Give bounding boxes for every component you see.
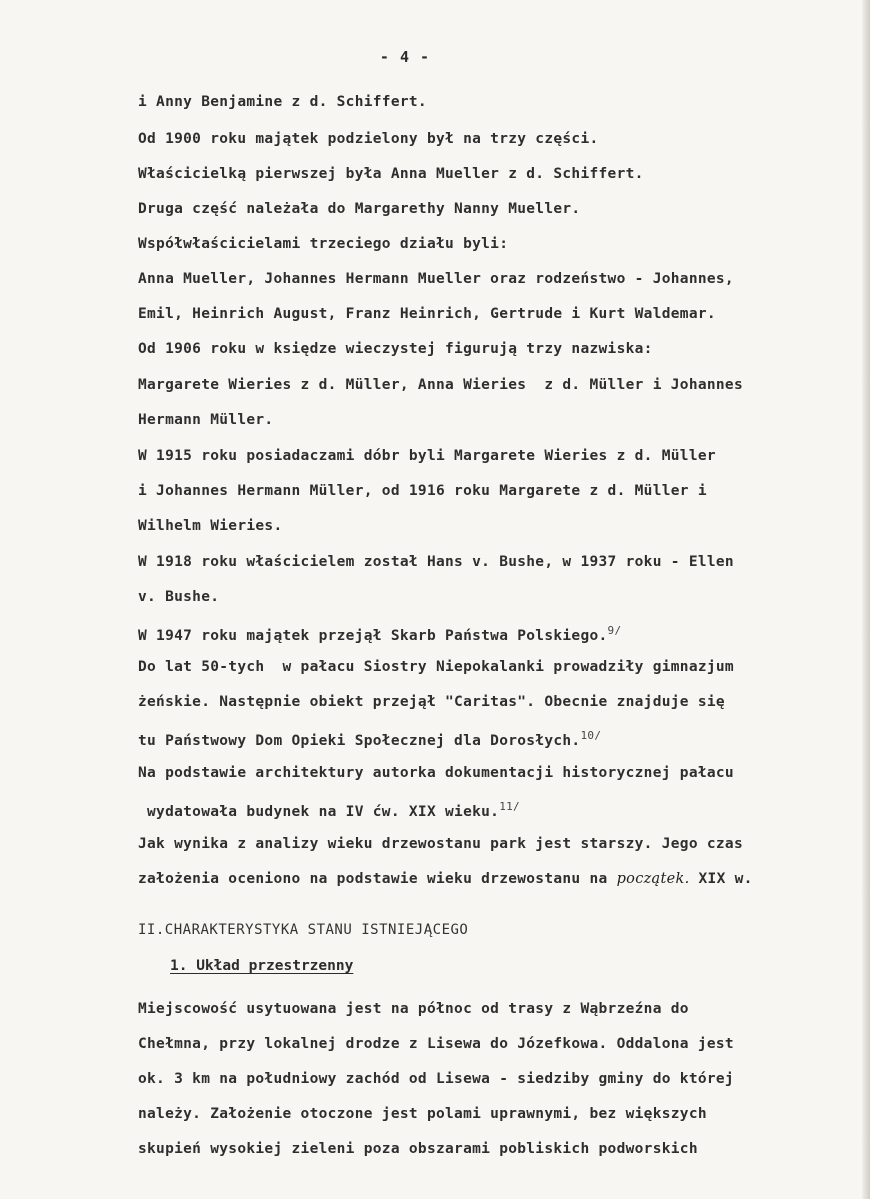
text-line: skupień wysokiej zieleni poza obszarami pobliskich podworskich <box>138 1141 698 1157</box>
text-line: Anna Mueller, Johannes Hermann Mueller oraz rodzeństwo - Johannes, <box>138 271 734 287</box>
handwritten-correction: początek. <box>616 871 690 887</box>
page-number: - 4 - <box>379 48 431 66</box>
text-line: i Johannes Hermann Müller, od 1916 roku Margarete z d. Müller i <box>138 483 707 499</box>
section-heading: II.CHARAKTERYSTYKA STANU ISTNIEJĄCEGO <box>138 922 469 938</box>
text-line: i Anny Benjamine z d. Schiffert. <box>138 94 427 110</box>
text-line: Do lat 50-tych w pałacu Siostry Niepokalanki prowadziły gimnazjum <box>138 659 734 675</box>
text-line: ok. 3 km na południowy zachód od Lisewa - siedziby gminy do której <box>138 1071 734 1087</box>
text-line: Chełmna, przy lokalnej drodze z Lisewa do Józefkowa. Oddalona jest <box>138 1036 734 1052</box>
text-line: należy. Założenie otoczone jest polami uprawnymi, bez większych <box>138 1106 707 1122</box>
footnote-marker: 10/ <box>580 729 602 742</box>
text-line-park <box>138 871 753 887</box>
text-line: W 1918 roku właścicielem został Hans v. Bushe, w 1937 roku - Ellen <box>138 554 734 570</box>
text-line: Od 1900 roku majątek podzielony był na trzy części. <box>138 131 599 147</box>
line-text: założenia oceniono na podstawie wieku drzewostanu na <box>138 871 617 887</box>
text-line: Właścicielką pierwszej była Anna Mueller z d. Schiffert. <box>138 166 644 182</box>
line-text: wydatowała budynek na IV ćw. XIX wieku. <box>138 803 500 820</box>
text-line: Margarete Wieries z d. Müller, Anna Wieries z d. Müller i Johannes <box>138 377 743 393</box>
text-line-1947 <box>138 624 621 644</box>
text-line: Druga część należała do Margarethy Nanny Mueller. <box>138 201 581 217</box>
text-line: Emil, Heinrich August, Franz Heinrich, Gertrude i Kurt Waldemar. <box>138 306 716 322</box>
text-line: Hermann Müller. <box>138 412 274 428</box>
text-line-arch <box>138 800 520 820</box>
text-line: Miejscowość usytuowana jest na północ od trasy z Wąbrzeźna do <box>138 1001 689 1017</box>
text-line: Na podstawie architektury autorka dokumentacji historycznej pałacu <box>138 765 734 781</box>
text-line: żeńskie. Następnie obiekt przejął "Caritas". Obecnie znajduje się <box>138 694 725 710</box>
text-line: W 1915 roku posiadaczami dóbr byli Margarete Wieries z d. Müller <box>138 448 716 464</box>
line-text: W 1947 roku majątek przejął Skarb Państwa Polskiego. <box>138 627 608 644</box>
line-text: tu Państwowy Dom Opieki Społecznej dla Dorosłych. <box>138 732 581 749</box>
footnote-marker: 9/ <box>607 624 622 637</box>
text-line: Współwłaścicielami trzeciego działu byli: <box>138 236 509 252</box>
text-line: Od 1906 roku w księdze wieczystej figurują trzy nazwiska: <box>138 341 653 357</box>
text-line-dom <box>138 729 601 749</box>
text-line: v. Bushe. <box>138 589 220 605</box>
footnote-marker: 11/ <box>499 800 520 813</box>
page-edge-shadow <box>862 0 870 1199</box>
line-text: XIX w. <box>689 871 753 887</box>
text-line: Wilhelm Wieries. <box>138 518 283 534</box>
subsection-heading: 1. Układ przestrzenny <box>170 958 354 974</box>
text-line: Jak wynika z analizy wieku drzewostanu park jest starszy. Jego czas <box>138 836 743 852</box>
